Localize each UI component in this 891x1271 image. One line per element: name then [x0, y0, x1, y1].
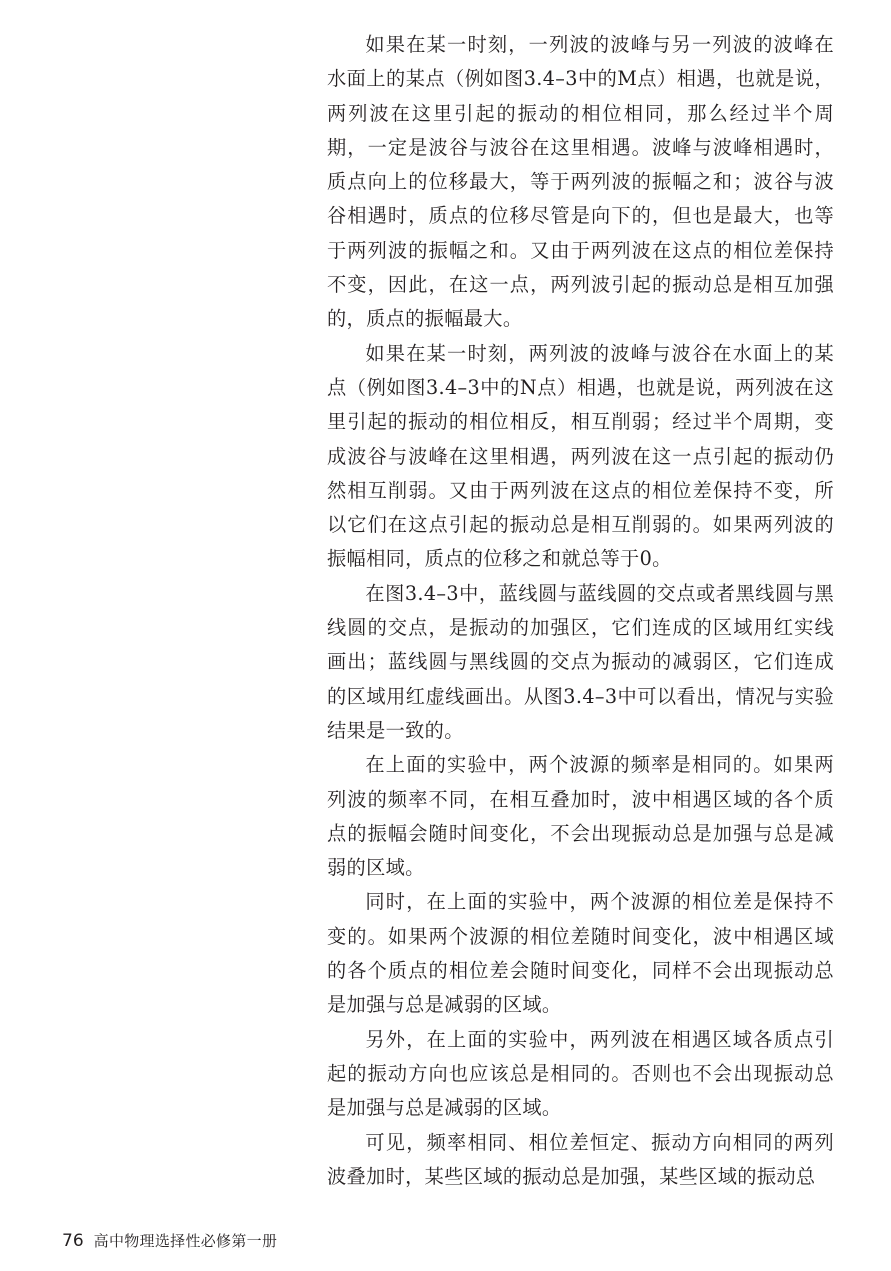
paragraph-3: 在图3.4–3中，蓝线圆与蓝线圆的交点或者黑线圆与黑线圆的交点，是振动的加强区，它们连成的区域用红实线画出；蓝线圆与黑线圆的交点为振动的减弱区，它们连成的区域用红虚线画出。从图3.4–3中可以看出，情况与实验结果是一致的。 [327, 581, 834, 742]
paragraph-4: 在上面的实验中，两个波源的频率是相同的。如果两列波的频率不同，在相互叠加时，波中相遇区域的各个质点的振幅会随时间变化，不会出现振动总是加强与总是减弱的区域。 [327, 753, 834, 880]
book-title: 高中物理选择性必修第一册 [93, 1232, 278, 1250]
paragraph-7: 可见，频率相同、相位差恒定、振动方向相同的两列波叠加时，某些区域的振动总是加强，某些区域的振动总 [327, 1130, 834, 1188]
paragraph-1: 如果在某一时刻，一列波的波峰与另一列波的波峰在水面上的某点（例如图3.4–3中的M点）相遇，也就是说，两列波在这里引起的振动的相位相同，那么经过半个周期，一定是波谷与波谷在这里相遇。波峰与波峰相遇时，质点向上的位移最大，等于两列波的振幅之和；波谷与波谷相遇时，质点的位移尽管是向下的，但也是最大，也等于两列波的振幅之和。又由于两列波在这点的相位差保持不变，因此，在这一点，两列波引起的振动总是相互加强的，质点的振幅最大。 [327, 33, 834, 331]
page-footer [62, 1230, 277, 1252]
paragraph-2: 如果在某一时刻，两列波的波峰与波谷在水面上的某点（例如图3.4–3中的N点）相遇，也就是说，两列波在这里引起的振动的相位相反，相互削弱；经过半个周期，变成波谷与波峰在这里相遇，两列波在这一点引起的振动仍然相互削弱。又由于两列波在这点的相位差保持不变，所以它们在这点引起的振动总是相互削弱的。如果两列波的振幅相同，质点的位移之和就总等于0。 [327, 341, 834, 571]
text-column [327, 28, 834, 1194]
paragraph-5: 同时，在上面的实验中，两个波源的相位差是保持不变的。如果两个波源的相位差随时间变化，波中相遇区域的各个质点的相位差会随时间变化，同样不会出现振动总是加强与总是减弱的区域。 [327, 890, 834, 1017]
paragraph-6: 另外，在上面的实验中，两列波在相遇区域各质点引起的振动方向也应该总是相同的。否则也不会出现振动总是加强与总是减弱的区域。 [327, 1027, 834, 1120]
page-number: 76 [62, 1231, 84, 1251]
